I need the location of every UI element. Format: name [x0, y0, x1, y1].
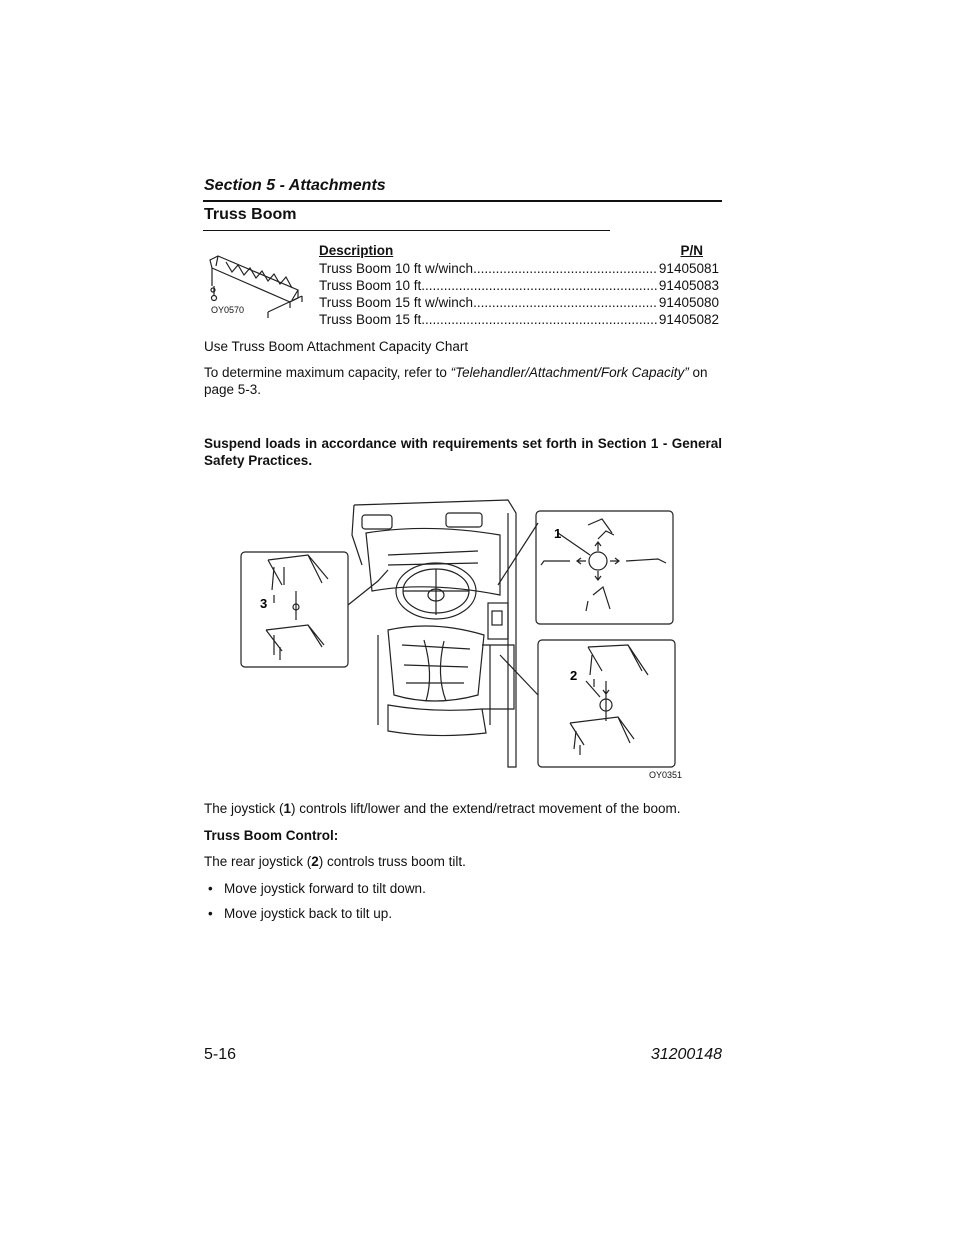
bullet-icon: • [208, 881, 213, 896]
document-number: 31200148 [650, 1046, 722, 1063]
page-title: Truss Boom [204, 206, 297, 223]
figure-label: OY0351 [649, 770, 683, 780]
section-rule [203, 200, 722, 202]
section-title: Section 5 - Attachments [204, 177, 386, 194]
callout-3: 3 [260, 596, 268, 611]
title-rule [203, 230, 610, 231]
callout-1: 1 [554, 526, 562, 541]
parts-table-header [319, 243, 719, 260]
col-description: Description [319, 243, 394, 258]
rear-joystick-description: The rear joystick (2) controls truss boom tilt. [204, 854, 466, 869]
table-row: Truss Boom 10 ft w/winch ..... 91405081 [319, 260, 719, 277]
joystick-description: The joystick (1) controls lift/lower and the extend/retract movement of the boom. [204, 801, 681, 816]
bullet-icon: • [208, 906, 213, 921]
thumbnail-label: OY0570 [211, 305, 245, 315]
col-pn: P/N [680, 243, 703, 258]
table-row: Truss Boom 10 ft ..... 91405083 [319, 277, 719, 294]
list-item: • Move joystick back to tilt up. [208, 906, 393, 921]
capacity-reference-link: “Telehandler/Attachment/Fork Capacity” [450, 365, 689, 380]
determine-capacity-text: To determine maximum capacity, refer to “Telehandler/Attachment/Fork Capacity” on page 5-3. [204, 365, 708, 397]
control-heading: Truss Boom Control: [204, 828, 339, 843]
parts-table [319, 243, 719, 328]
list-item: • Move joystick forward to tilt down. [208, 881, 426, 896]
table-row: Truss Boom 15 ft w/winch ..... 91405080 [319, 294, 719, 311]
table-row: Truss Boom 15 ft ..... 91405082 [319, 311, 719, 328]
safety-warning: Suspend loads in accordance with requirements set forth in Section 1 - General Safety Practices. [204, 436, 722, 468]
page-number: 5-16 [204, 1046, 237, 1063]
capacity-chart-text: Use Truss Boom Attachment Capacity Chart [204, 339, 469, 354]
callout-2: 2 [570, 668, 578, 683]
cab-joystick-figure [238, 495, 683, 785]
